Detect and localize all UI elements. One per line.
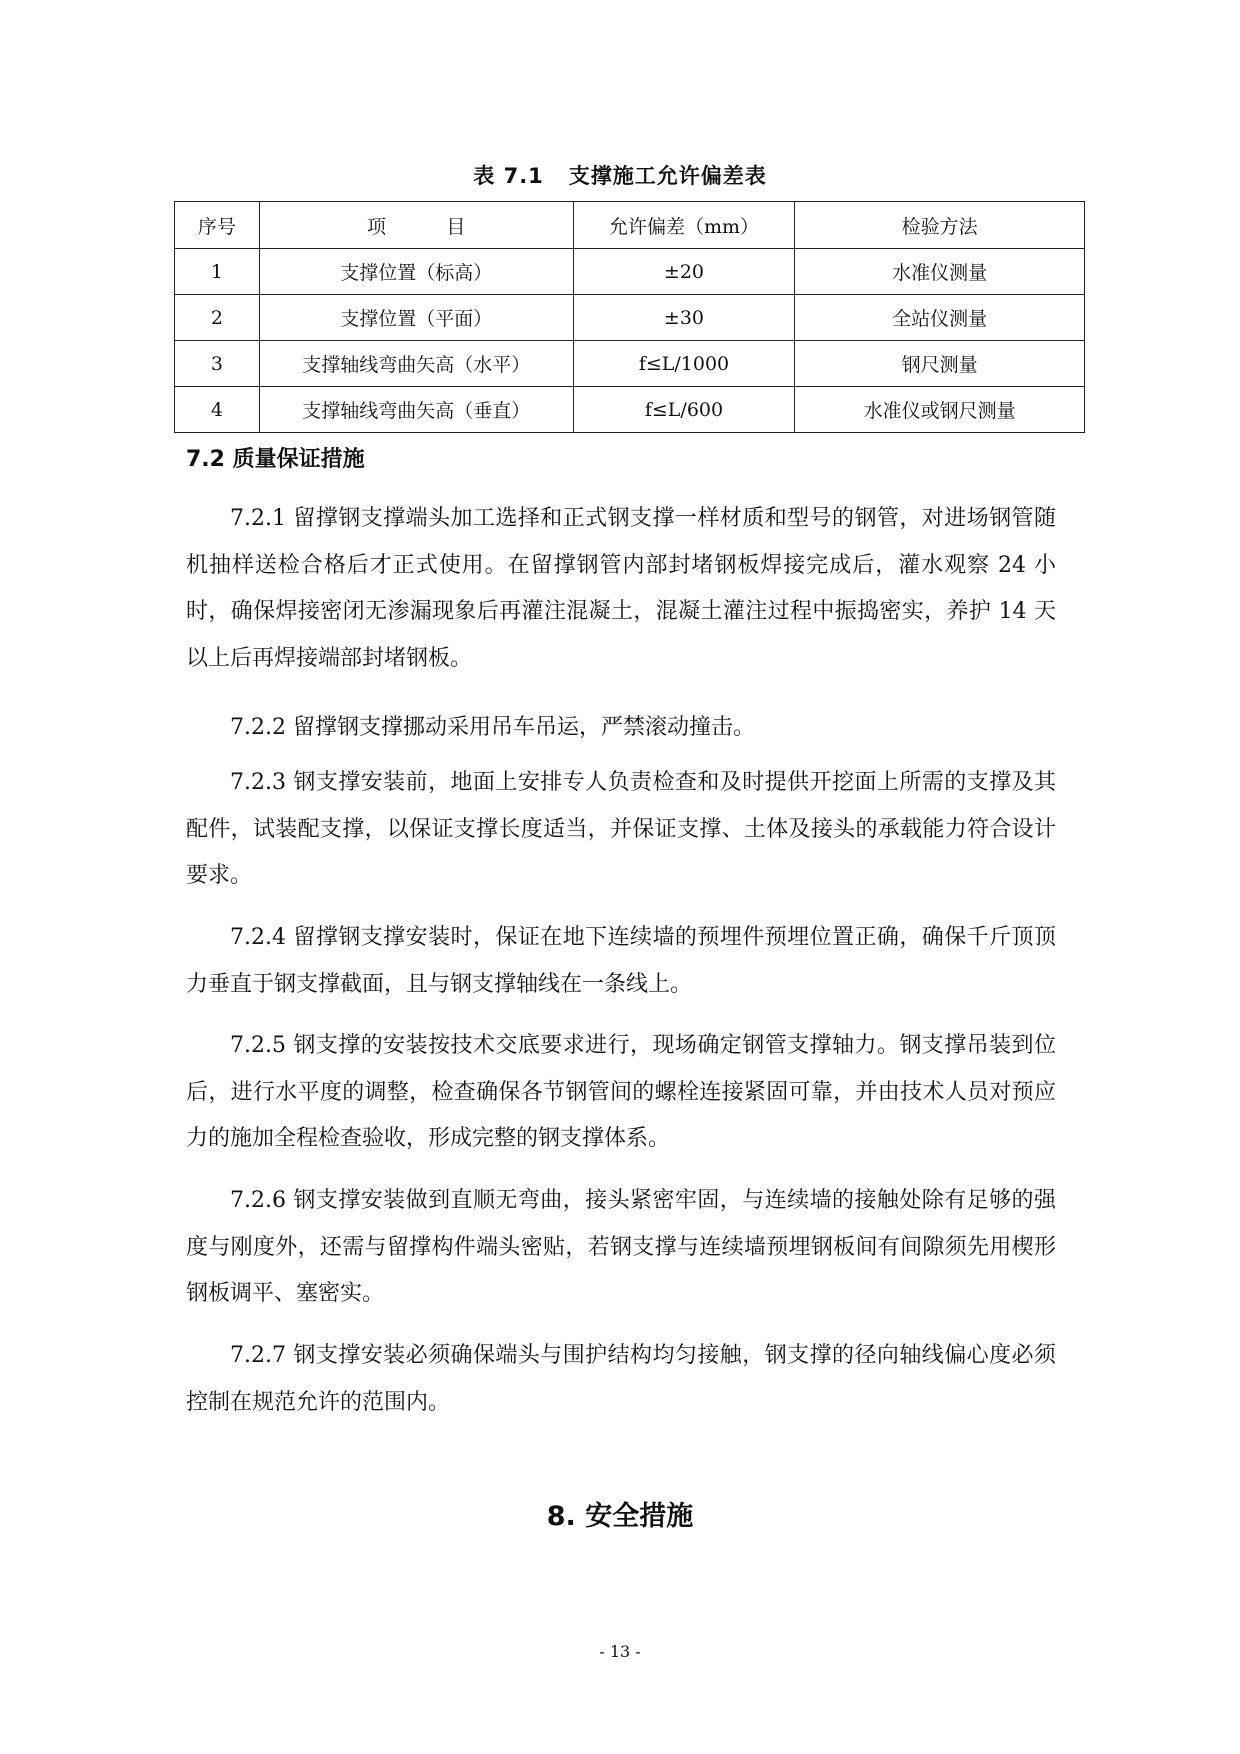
table-cell: 水准仪测量 <box>795 249 1085 295</box>
table-cell: 1 <box>175 249 260 295</box>
section-heading: 7.2 质量保证措施 <box>186 447 365 472</box>
table-cell: 支撑位置（标高） <box>259 249 573 295</box>
table-cell: 水准仪或钢尺测量 <box>795 387 1085 433</box>
table-row <box>175 249 1085 295</box>
table-cell: 全站仪测量 <box>795 295 1085 341</box>
table-cell: 支撑轴线弯曲矢高（水平） <box>259 341 573 387</box>
paragraph-7-2-7: 7.2.7 钢支撑安装必须确保端头与围护结构均匀接触，钢支撑的径向轴线偏心度必须控制在规范允许的范围内。 <box>186 1343 1056 1415</box>
table-cell: 3 <box>175 341 260 387</box>
table-cell: f≤L/600 <box>573 387 795 433</box>
table-cell: 支撑轴线弯曲矢高（垂直） <box>259 387 573 433</box>
paragraph-7-2-3: 7.2.3 钢支撑安装前，地面上安排专人负责检查和及时提供开挖面上所需的支撑及其配件，试装配支撑，以保证支撑长度适当，并保证支撑、土体及接头的承载能力符合设计要求。 <box>186 770 1056 888</box>
paragraph-7-2-1: 7.2.1 留撑钢支撑端头加工选择和正式钢支撑一样材质和型号的钢管，对进场钢管随机抽样送检合格后才正式使用。在留撑钢管内部封堵钢板焊接完成后，灌水观察 24 小时，确保焊接密闭无渗漏现象后再灌注混凝土，混凝土灌注过程中振捣密实，养护 14 天以上后再焊接端部封堵钢板。 <box>186 506 1056 671</box>
table-cell: 钢尺测量 <box>795 341 1085 387</box>
paragraph-7-2-6: 7.2.6 钢支撑安装做到直顺无弯曲，接头紧密牢固，与连续墙的接触处除有足够的强度与刚度外，还需与留撑构件端头密贴，若钢支撑与连续墙预埋钢板间有间隙须先用楔形钢板调平、塞密实。 <box>186 1188 1056 1306</box>
table-cell: 2 <box>175 295 260 341</box>
page-number: - 13 - <box>599 1642 641 1661</box>
paragraph-7-2-5: 7.2.5 钢支撑的安装按技术交底要求进行，现场确定钢管支撑轴力。钢支撑吊装到位后，进行水平度的调整，检查确保各节钢管间的螺栓连接紧固可靠，并由技术人员对预应力的施加全程检查验收，形成完整的钢支撑体系。 <box>186 1033 1056 1151</box>
table-header-row <box>175 202 1085 249</box>
header-cell: 序号 <box>175 202 260 249</box>
paragraph-7-2-2: 7.2.2 留撑钢支撑挪动采用吊车吊运，严禁滚动撞击。 <box>230 715 755 740</box>
header-cell: 项 目 <box>259 202 573 249</box>
table-cell: 4 <box>175 387 260 433</box>
chapter-heading: 8. 安全措施 <box>546 1501 694 1532</box>
tolerance-table <box>174 201 1085 433</box>
table-caption: 表 7.1 支撑施工允许偏差表 <box>473 164 767 188</box>
header-cell: 允许偏差（mm） <box>573 202 795 249</box>
table-row <box>175 387 1085 433</box>
paragraph-7-2-4: 7.2.4 留撑钢支撑安装时，保证在地下连续墙的预埋件预埋位置正确，确保千斤顶顶力垂直于钢支撑截面，且与钢支撑轴线在一条线上。 <box>186 925 1056 997</box>
table-cell: f≤L/1000 <box>573 341 795 387</box>
table-cell: ±20 <box>573 249 795 295</box>
table-cell: ±30 <box>573 295 795 341</box>
table-row <box>175 341 1085 387</box>
table-cell: 支撑位置（平面） <box>259 295 573 341</box>
table-row <box>175 295 1085 341</box>
header-cell: 检验方法 <box>795 202 1085 249</box>
